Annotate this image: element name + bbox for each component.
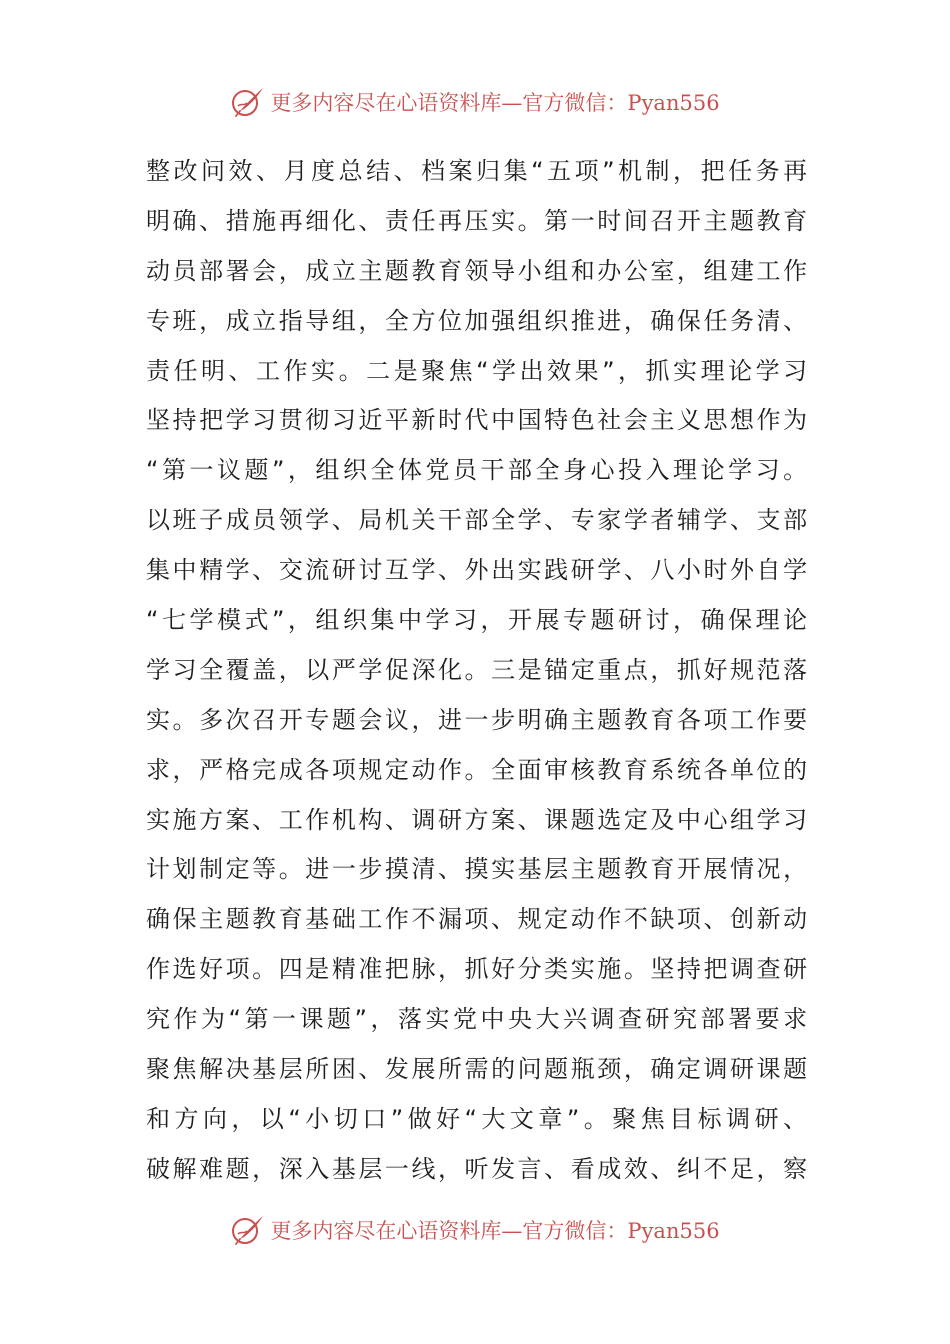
body-line: 和方向，以“小切口”做好“大文章”。聚焦目标调研、 <box>146 1104 808 1133</box>
body-line: 破解难题，深入基层一线，听发言、看成效、纠不足，察 <box>146 1154 808 1183</box>
quill-pen-logo-icon <box>230 1212 266 1248</box>
body-line: 实施方案、工作机构、调研方案、课题选定及中心组学习 <box>146 805 808 834</box>
body-line: 明确、措施再细化、责任再压实。第一时间召开主题教育 <box>146 206 808 235</box>
body-line: 聚焦解决基层所困、发展所需的问题瓶颈，确定调研课题 <box>146 1055 808 1084</box>
footer-banner <box>0 1210 950 1250</box>
body-line: 学习全覆盖，以严学促深化。三是锚定重点，抓好规范落 <box>146 655 808 684</box>
header-banner <box>0 82 950 122</box>
body-line: 集中精学、交流研讨互学、外出实践研学、八小时外自学 <box>146 556 808 585</box>
body-line: 确保主题教育基础工作不漏项、规定动作不缺项、创新动 <box>146 905 808 934</box>
body-line: 专班，成立指导组，全方位加强组织推进，确保任务清、 <box>146 306 808 335</box>
body-line: 作选好项。四是精准把脉，抓好分类实施。坚持把调查研 <box>146 955 808 984</box>
document-body <box>146 147 808 1195</box>
body-line: 实。多次召开专题会议，进一步明确主题教育各项工作要 <box>146 705 808 734</box>
body-line: 究作为“第一课题”，落实党中央大兴调查研究部署要求 <box>146 1005 808 1034</box>
body-line: 以班子成员领学、局机关干部全学、专家学者辅学、支部 <box>146 506 808 535</box>
header-banner-text: 更多内容尽在心语资料库—官方微信：Pyan556 <box>270 91 720 115</box>
body-line: 责任明、工作实。二是聚焦“学出效果”，抓实理论学习 <box>146 356 808 385</box>
quill-pen-logo-icon <box>230 84 266 120</box>
body-line: “第一议题”，组织全体党员干部全身心投入理论学习。 <box>146 456 808 485</box>
body-line: 整改问效、月度总结、档案归集“五项”机制，把任务再 <box>146 157 808 185</box>
body-line: 动员部署会，成立主题教育领导小组和办公室，组建工作 <box>146 256 808 285</box>
body-line: 计划制定等。进一步摸清、摸实基层主题教育开展情况， <box>146 855 808 884</box>
body-line: 坚持把学习贯彻习近平新时代中国特色社会主义思想作为 <box>146 406 808 435</box>
body-line: “七学模式”，组织集中学习，开展专题研讨，确保理论 <box>146 606 808 635</box>
footer-banner-text: 更多内容尽在心语资料库—官方微信：Pyan556 <box>270 1219 720 1243</box>
body-line: 求，严格完成各项规定动作。全面审核教育系统各单位的 <box>146 755 808 784</box>
